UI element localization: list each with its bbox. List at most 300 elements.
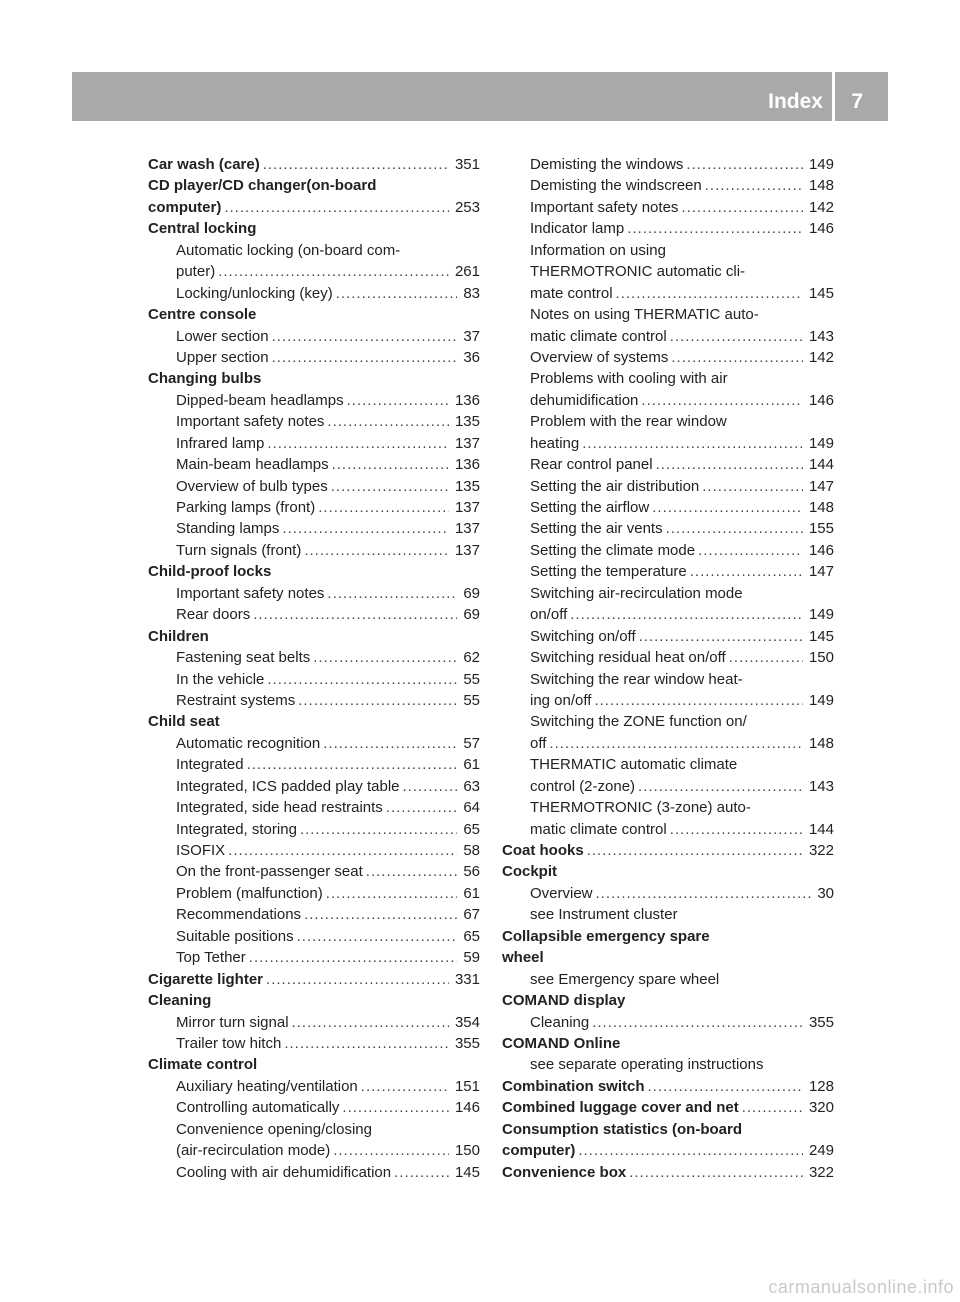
entry-text: THERMOTRONIC automatic cli- [530, 263, 746, 281]
entry-text: Child seat [148, 713, 220, 731]
leader-dots [284, 1033, 449, 1054]
entry-text: Setting the airflow [530, 499, 650, 516]
index-subentry [148, 1076, 480, 1097]
index-subentry [148, 1140, 480, 1161]
leader-dots [297, 926, 458, 947]
leader-dots [641, 390, 803, 411]
index-subentry [502, 326, 834, 347]
leader-dots [616, 283, 803, 304]
page-ref: 354 [454, 1013, 480, 1031]
index-subentry [502, 754, 834, 775]
index-subentry [148, 347, 480, 368]
entry-text: THERMATIC automatic climate [530, 756, 738, 774]
leader-dots [327, 583, 457, 604]
entry-text: Overview of systems [530, 348, 669, 366]
leader-dots [652, 497, 803, 518]
entry-text: Integrated [176, 756, 244, 774]
entry-text: Demisting the windscreen [530, 177, 702, 195]
leader-dots [570, 604, 803, 625]
entry-text: Convenience opening/closing [176, 1120, 372, 1138]
entry-text: Climate control [148, 1056, 258, 1074]
leader-dots [403, 776, 458, 797]
entry-text: Dipped-beam headlamps [176, 391, 344, 409]
entry-text: COMAND display [502, 992, 626, 1010]
index-entry [148, 154, 480, 175]
index-column-left [148, 154, 480, 1183]
leader-dots [648, 1076, 803, 1097]
entry-text: Setting the climate mode [530, 541, 696, 559]
index-subentry [502, 776, 834, 797]
index-subentry [502, 304, 834, 325]
index-subentry [148, 733, 480, 754]
leader-dots [298, 690, 457, 711]
entry-text: Convenience box [502, 1163, 627, 1181]
entry-text: Cleaning [148, 992, 212, 1010]
entry-text: Fastening seat belts [176, 649, 311, 667]
entry-text: puter) [176, 263, 216, 281]
page-ref: 149 [808, 434, 834, 452]
index-entry [502, 1119, 834, 1140]
entry-text: Integrated, side head restraints [176, 799, 383, 817]
entry-text: Automatic recognition [176, 734, 321, 752]
leader-dots [292, 1012, 449, 1033]
entry-text: Child-proof locks [148, 563, 272, 581]
entry-text: Switching air-recirculation mode [530, 584, 743, 602]
index-entry [148, 990, 480, 1011]
index-subentry [148, 454, 480, 475]
index-entry [502, 1162, 834, 1183]
leader-dots [347, 390, 449, 411]
page-ref: 149 [808, 156, 834, 173]
entry-text: Switching the rear window heat- [530, 670, 743, 688]
entry-text: dehumidification [530, 391, 639, 409]
entry-text: mate control [530, 284, 613, 302]
index-subentry [502, 497, 834, 518]
leader-dots [681, 197, 803, 218]
leader-dots [318, 497, 449, 518]
index-subentry [502, 175, 834, 196]
entry-text: Cooling with air dehumidification [176, 1163, 392, 1181]
page-ref: 128 [808, 1077, 834, 1095]
index-subentry [502, 626, 834, 647]
page-ref: 62 [463, 649, 480, 667]
page-ref: 63 [463, 777, 480, 795]
entry-text: Coat hooks [502, 842, 584, 859]
entry-text: Cockpit [502, 863, 558, 881]
leader-dots [300, 819, 457, 840]
header-bar [72, 72, 888, 121]
index-subentry [502, 347, 834, 368]
entry-text: Notes on using THERMATIC auto- [530, 306, 759, 324]
index-entry [148, 561, 480, 582]
page-ref: 136 [454, 391, 480, 409]
entry-text: Main-beam headlamps [176, 456, 329, 474]
leader-dots [342, 1097, 449, 1118]
entry-text: On the front-passenger seat [176, 863, 363, 881]
index-subentry [148, 433, 480, 454]
page-ref: 137 [454, 520, 480, 538]
entry-text: Combined luggage cover and net [502, 1099, 739, 1117]
index-entry [502, 861, 834, 882]
index-subentry [502, 647, 834, 668]
entry-text: Locking/unlocking (key) [176, 284, 333, 302]
entry-text: Important safety notes [176, 413, 325, 431]
index-subentry [148, 240, 480, 261]
entry-text: Overview [530, 884, 593, 902]
page-ref: 69 [463, 584, 480, 602]
entry-text: Demisting the windows [530, 156, 684, 173]
index-subentry [148, 1097, 480, 1118]
page-ref: 61 [463, 884, 480, 902]
entry-text: Setting the temperature [530, 563, 687, 581]
index-subentry [502, 518, 834, 539]
section-title: Index [768, 90, 823, 113]
page-ref: 65 [463, 820, 480, 838]
entry-text: Auxiliary heating/ventilation [176, 1077, 358, 1095]
index-subentry [148, 1119, 480, 1140]
leader-dots [224, 197, 449, 218]
entry-text: Recommendations [176, 906, 302, 924]
index-subentry [148, 476, 480, 497]
index-subentry [148, 326, 480, 347]
index-entry [148, 711, 480, 732]
page-ref: 147 [808, 563, 834, 581]
index-subentry [502, 669, 834, 690]
entry-text: Children [148, 627, 209, 645]
entry-text: Integrated, ICS padded play table [176, 777, 400, 795]
index-subentry [148, 797, 480, 818]
page-ref: 37 [463, 327, 480, 345]
index-subentry [502, 561, 834, 582]
leader-dots [729, 647, 803, 668]
entry-text: Switching on/off [530, 627, 636, 645]
index-subentry [502, 711, 834, 732]
index-subentry [502, 797, 834, 818]
entry-text: matic climate control [530, 327, 667, 345]
leader-dots [313, 647, 457, 668]
leader-dots [218, 261, 449, 282]
page-ref: 36 [463, 348, 480, 366]
leader-dots [267, 669, 457, 690]
entry-text: ing on/off [530, 691, 592, 709]
leader-dots [361, 1076, 449, 1097]
page-ref: 144 [808, 456, 834, 474]
index-subentry [148, 669, 480, 690]
index-subentry [148, 647, 480, 668]
index-subentry [502, 283, 834, 304]
entry-text: see Emergency spare wheel [530, 970, 720, 988]
index-subentry [148, 861, 480, 882]
entry-text: heating [530, 434, 580, 452]
leader-dots [249, 947, 458, 968]
index-entry [148, 1054, 480, 1075]
entry-text: Cigarette lighter [148, 970, 264, 988]
page-ref: 143 [808, 327, 834, 345]
index-subentry [148, 840, 480, 861]
page-ref: 146 [808, 220, 834, 238]
page-ref: 322 [808, 1163, 834, 1181]
leader-dots [323, 733, 457, 754]
page-ref: 144 [808, 820, 834, 838]
entry-text: Rear doors [176, 606, 251, 624]
page-ref: 145 [808, 284, 834, 302]
entry-text: In the vehicle [176, 670, 265, 688]
leader-dots [333, 1140, 449, 1161]
entry-text: Problem with the rear window [530, 413, 727, 431]
index-subentry [502, 1012, 834, 1033]
page-ref: 135 [454, 477, 480, 495]
leader-dots [656, 454, 803, 475]
leader-dots [578, 1140, 803, 1161]
entry-text: off [530, 734, 547, 752]
page-ref: 30 [817, 884, 834, 902]
entry-text: Integrated, storing [176, 820, 297, 838]
entry-text: Overview of bulb types [176, 477, 328, 495]
entry-text: Combination switch [502, 1077, 645, 1095]
leader-dots [670, 326, 803, 347]
entry-text: Standing lamps [176, 520, 280, 538]
leader-dots [331, 476, 449, 497]
page-ref: 64 [463, 799, 480, 817]
page-ref: 149 [808, 606, 834, 624]
index-entry [502, 1033, 834, 1054]
index-subentry [502, 433, 834, 454]
entry-text: Central locking [148, 220, 257, 238]
leader-dots [582, 433, 803, 454]
index-subentry [148, 754, 480, 775]
index-subentry [502, 1054, 834, 1075]
index-entry [502, 947, 834, 968]
page-ref: 142 [808, 198, 834, 216]
entry-text: Upper section [176, 348, 269, 366]
index-subentry [148, 883, 480, 904]
entry-text: computer) [148, 198, 222, 216]
page-ref: 148 [808, 734, 834, 752]
entry-text: Rear control panel [530, 456, 653, 474]
entry-text: Consumption statistics (on-board [502, 1120, 742, 1138]
leader-dots [549, 733, 803, 754]
page-ref: 261 [454, 263, 480, 281]
page-ref: 149 [808, 691, 834, 709]
page-ref: 146 [808, 391, 834, 409]
leader-dots [336, 283, 458, 304]
entry-text: computer) [502, 1142, 576, 1160]
leader-dots [592, 1012, 803, 1033]
entry-text: (air-recirculation mode) [176, 1142, 331, 1160]
index-subentry [148, 1162, 480, 1183]
page-ref: 322 [808, 842, 834, 859]
entry-text: Cleaning [530, 1013, 590, 1031]
page-ref: 137 [454, 541, 480, 559]
leader-dots [332, 454, 449, 475]
page-ref: 351 [454, 156, 480, 173]
leader-dots [304, 540, 449, 561]
page-ref: 151 [454, 1077, 480, 1095]
leader-dots [596, 883, 812, 904]
entry-text: Collapsible emergency spare [502, 927, 710, 945]
leader-dots [386, 797, 458, 818]
index-entry [148, 197, 480, 218]
index-subentry [148, 411, 480, 432]
page-ref: 56 [463, 863, 480, 881]
entry-text: on/off [530, 606, 568, 624]
leader-dots [266, 969, 449, 990]
index-subentry [502, 904, 834, 925]
index-column-right [502, 154, 834, 1183]
index-subentry [148, 583, 480, 604]
index-subentry [502, 411, 834, 432]
index-subentry [148, 518, 480, 539]
index-subentry [502, 454, 834, 475]
index-subentry [148, 904, 480, 925]
page-ref: 146 [454, 1099, 480, 1117]
leader-dots [629, 1162, 803, 1183]
leader-dots [272, 347, 458, 368]
page-ref: 150 [454, 1142, 480, 1160]
index-subentry [502, 540, 834, 561]
leader-dots [670, 819, 803, 840]
page-ref: 155 [808, 520, 834, 538]
entry-text: Lower section [176, 327, 269, 345]
leader-dots [327, 411, 449, 432]
index-subentry [148, 540, 480, 561]
entry-text: Important safety notes [530, 198, 679, 216]
leader-dots [594, 690, 803, 711]
page-ref: 253 [454, 198, 480, 216]
leader-dots [742, 1097, 803, 1118]
page-ref: 147 [808, 477, 834, 495]
entry-text: CD player/CD changer(on-board [148, 177, 377, 195]
index-entry [502, 926, 834, 947]
index-entry [148, 969, 480, 990]
entry-text: see separate operating instructions [530, 1056, 764, 1074]
index-subentry [148, 690, 480, 711]
index-entry [148, 626, 480, 647]
entry-text: THERMOTRONIC (3-zone) auto- [530, 799, 751, 817]
entry-text: Suitable positions [176, 927, 294, 945]
entry-text: Problem (malfunction) [176, 884, 323, 902]
leader-dots [253, 604, 457, 625]
entry-text: Changing bulbs [148, 370, 262, 388]
page-ref: 150 [808, 649, 834, 667]
leader-dots [705, 175, 803, 196]
index-subentry [502, 197, 834, 218]
index-subentry [148, 1033, 480, 1054]
page-ref: 55 [463, 670, 480, 688]
entry-text: Setting the air distribution [530, 477, 700, 495]
index-entry [502, 1097, 834, 1118]
page-ref: 145 [808, 627, 834, 645]
entry-text: Automatic locking (on-board com- [176, 241, 401, 259]
index-subentry [502, 733, 834, 754]
entry-text: control (2-zone) [530, 777, 636, 795]
entry-text: matic climate control [530, 820, 667, 838]
page-ref: 148 [808, 177, 834, 195]
index-entry [148, 368, 480, 389]
entry-text: Infrared lamp [176, 434, 265, 452]
entry-text: Controlling automatically [176, 1099, 340, 1117]
page-ref: 58 [463, 842, 480, 859]
index-subentry [502, 390, 834, 411]
page-ref: 137 [454, 499, 480, 516]
entry-text: wheel [502, 949, 544, 967]
page-ref: 67 [463, 906, 480, 924]
page-ref: 320 [808, 1099, 834, 1117]
entry-text: Switching residual heat on/off [530, 649, 726, 667]
index-subentry [148, 819, 480, 840]
index-subentry [502, 218, 834, 239]
entry-text: Information on using [530, 241, 666, 259]
leader-dots [282, 518, 449, 539]
page-ref: 59 [463, 949, 480, 967]
index-subentry [502, 476, 834, 497]
entry-text: Switching the ZONE function on/ [530, 713, 747, 731]
page-ref: 145 [454, 1163, 480, 1181]
entry-text: Restraint systems [176, 691, 296, 709]
index-entry [148, 175, 480, 196]
entry-text: Car wash (care) [148, 156, 260, 173]
index-subentry [148, 283, 480, 304]
page-ref: 355 [808, 1013, 834, 1031]
leader-dots [587, 840, 803, 861]
page-ref: 83 [463, 284, 480, 302]
page-ref: 61 [463, 756, 480, 774]
index-subentry [502, 154, 834, 175]
leader-dots [263, 154, 449, 175]
page-ref: 69 [463, 606, 480, 624]
leader-dots [304, 904, 457, 925]
page-ref: 249 [808, 1142, 834, 1160]
index-subentry [148, 776, 480, 797]
index-entry [502, 1140, 834, 1161]
leader-dots [267, 433, 449, 454]
index-entry [502, 990, 834, 1011]
leader-dots [671, 347, 803, 368]
entry-text: Important safety notes [176, 584, 325, 602]
leader-dots [698, 540, 803, 561]
leader-dots [639, 626, 803, 647]
index-subentry [148, 497, 480, 518]
index-entry [148, 218, 480, 239]
entry-text: COMAND Online [502, 1034, 621, 1052]
index-subentry [502, 883, 834, 904]
index-subentry [148, 604, 480, 625]
index-subentry [502, 690, 834, 711]
page-ref: 135 [454, 413, 480, 431]
index-entry [148, 304, 480, 325]
page-number: 7 [851, 90, 863, 113]
page-ref: 142 [808, 348, 834, 366]
leader-dots [326, 883, 458, 904]
leader-dots [690, 561, 803, 582]
page-ref: 146 [808, 541, 834, 559]
index-subentry [502, 819, 834, 840]
index-subentry [502, 261, 834, 282]
entry-text: Mirror turn signal [176, 1013, 289, 1031]
leader-dots [394, 1162, 449, 1183]
page-ref: 65 [463, 927, 480, 945]
leader-dots [272, 326, 458, 347]
index-entry [502, 840, 834, 861]
index-subentry [148, 1012, 480, 1033]
page-ref: 148 [808, 499, 834, 516]
page-ref: 143 [808, 777, 834, 795]
leader-dots [666, 518, 803, 539]
entry-text: Top Tether [176, 949, 246, 967]
entry-text: Problems with cooling with air [530, 370, 728, 388]
page-ref: 57 [463, 734, 480, 752]
index-entry [502, 1076, 834, 1097]
